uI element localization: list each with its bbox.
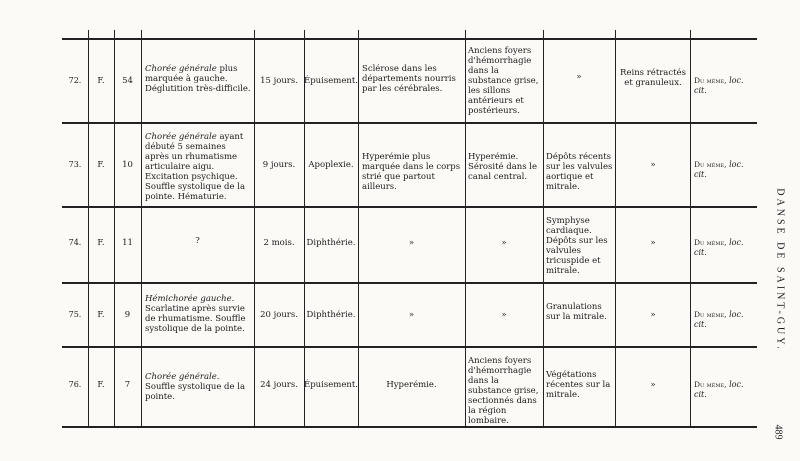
duration-cell: 24 jours. — [260, 380, 298, 390]
case-number: 73. — [68, 160, 82, 169]
cause-of-death-cell: Épuisement. — [304, 76, 358, 86]
age-cell: 11 — [122, 238, 133, 248]
brain-findings-cell: Sclérose dans les départements nourris par les cérébrales. — [362, 64, 456, 94]
symptom-text: ? — [195, 236, 200, 246]
heart-findings-cell: » — [576, 72, 582, 82]
reference-loc: loc. cit. — [694, 76, 744, 95]
reference-cell — [694, 380, 758, 400]
reference-author: Du même, — [694, 380, 727, 389]
brain-findings-cell: Hyperémie plus marquée dans le corps strié que partout ailleurs. — [362, 152, 461, 192]
symptom-text: Souffle systolique de la pointe. — [145, 382, 246, 402]
reference-loc: loc. cit. — [694, 310, 744, 329]
brain-findings-cell: Hyperémie. — [386, 380, 437, 390]
column-divider — [615, 30, 616, 428]
brain-findings-cell: » — [408, 310, 415, 320]
sex-cell: F. — [97, 310, 105, 320]
sex-cell: F. — [97, 160, 105, 170]
reference-author: Du même, — [694, 160, 727, 169]
column-divider — [254, 30, 255, 428]
kidney-findings-cell: » — [650, 238, 656, 248]
row-divider — [62, 122, 757, 124]
age-cell: 54 — [122, 76, 133, 86]
kidney-findings-cell: » — [650, 160, 656, 170]
cause-of-death-cell: Épuisement. — [304, 380, 358, 390]
spinal-findings-cell: Anciens foyers d'hémorrhagie dans la substance grise, les sillons antérieurs et postérieurs. — [468, 46, 539, 116]
reference-loc: loc. cit. — [694, 160, 744, 179]
reference-cell — [694, 76, 758, 96]
symptom-heading: Hémichorée gauche. — [145, 294, 235, 304]
cause-of-death-cell: Diphthérie. — [306, 238, 356, 248]
sex-cell: F. — [97, 76, 105, 86]
duration-cell: 15 jours. — [260, 76, 298, 86]
column-divider — [690, 30, 691, 428]
heart-findings-cell: Granulations sur la mitrale. — [546, 302, 607, 322]
reference-loc: loc. cit. — [694, 238, 744, 257]
heart-findings-cell: Symphyse cardiaque. Dépôts sur les valvules tricuspide et mitrale. — [546, 216, 608, 276]
sex-cell: F. — [97, 380, 105, 390]
symptoms-cell — [145, 372, 251, 402]
heart-findings-cell: Végétations récentes sur la mitrale. — [546, 370, 611, 400]
page-number: 489 — [772, 424, 784, 440]
heart-findings-cell: Dépôts récents sur les valvules aortique et mitrale. — [546, 152, 613, 192]
column-divider — [141, 30, 142, 428]
brain-findings-cell: » — [408, 238, 415, 248]
reference-author: Du même, — [694, 76, 727, 85]
kidney-findings-cell: Reins rétractés et granuleux. — [620, 68, 686, 88]
cause-of-death-cell: Apoplexie. — [308, 160, 354, 170]
symptom-heading: Chorée générale. — [145, 372, 220, 382]
table-top-rule — [62, 38, 757, 40]
spinal-findings-cell: » — [501, 310, 507, 320]
symptom-text: Scarlatine après survie de rhumatisme. Souffle systolique de la pointe. — [145, 304, 246, 334]
symptom-heading: Chorée générale — [145, 64, 217, 74]
symptom-text: plus marquée à gauche. Déglutition très-difficile. — [145, 64, 251, 94]
running-head: DANSE DE SAINT-GUY. — [774, 188, 786, 352]
spinal-findings-cell: Hyperémie. Sérosité dans le canal central. — [468, 152, 538, 182]
symptom-heading: Chorée générale — [145, 132, 217, 142]
symptoms-cell — [141, 236, 254, 246]
column-divider — [88, 30, 89, 428]
kidney-findings-cell: » — [650, 380, 656, 390]
column-divider — [114, 30, 115, 428]
column-divider — [304, 30, 305, 428]
case-number: 72. — [68, 76, 82, 85]
spinal-findings-cell: » — [501, 238, 507, 248]
row-divider — [62, 282, 757, 284]
sex-cell: F. — [97, 238, 105, 248]
age-cell: 10 — [122, 160, 133, 170]
symptoms-cell — [145, 132, 251, 202]
kidney-findings-cell: » — [650, 310, 656, 320]
age-cell: 7 — [124, 380, 131, 390]
reference-cell — [694, 238, 758, 258]
row-divider — [62, 346, 757, 348]
symptoms-cell — [145, 294, 251, 334]
age-cell: 9 — [124, 310, 131, 320]
spinal-findings-cell: Anciens foyers d'hémorrhagie dans la substance grise, sectionnés dans la région lombaire. — [468, 356, 539, 426]
cause-of-death-cell: Diphthérie. — [306, 310, 356, 320]
symptoms-cell — [145, 64, 251, 94]
column-divider — [543, 30, 544, 428]
duration-cell: 9 jours. — [262, 160, 296, 170]
reference-loc: loc. cit. — [694, 380, 744, 399]
case-number: 74. — [68, 238, 82, 247]
column-divider — [358, 30, 359, 428]
reference-cell — [694, 160, 758, 180]
reference-author: Du même, — [694, 238, 727, 247]
duration-cell: 2 mois. — [263, 238, 295, 248]
row-divider — [62, 206, 757, 208]
case-number: 75. — [68, 310, 82, 319]
column-divider — [465, 30, 466, 428]
duration-cell: 20 jours. — [260, 310, 298, 320]
reference-author: Du même, — [694, 310, 727, 319]
table-bottom-rule — [62, 426, 757, 428]
symptom-text: ayant débuté 5 semaines après un rhumatisme articulaire aigu. Excitation psychique. Souffle systolique de la pointe. Hématurie. — [145, 132, 246, 202]
case-number: 76. — [68, 380, 82, 389]
reference-cell — [694, 310, 758, 330]
